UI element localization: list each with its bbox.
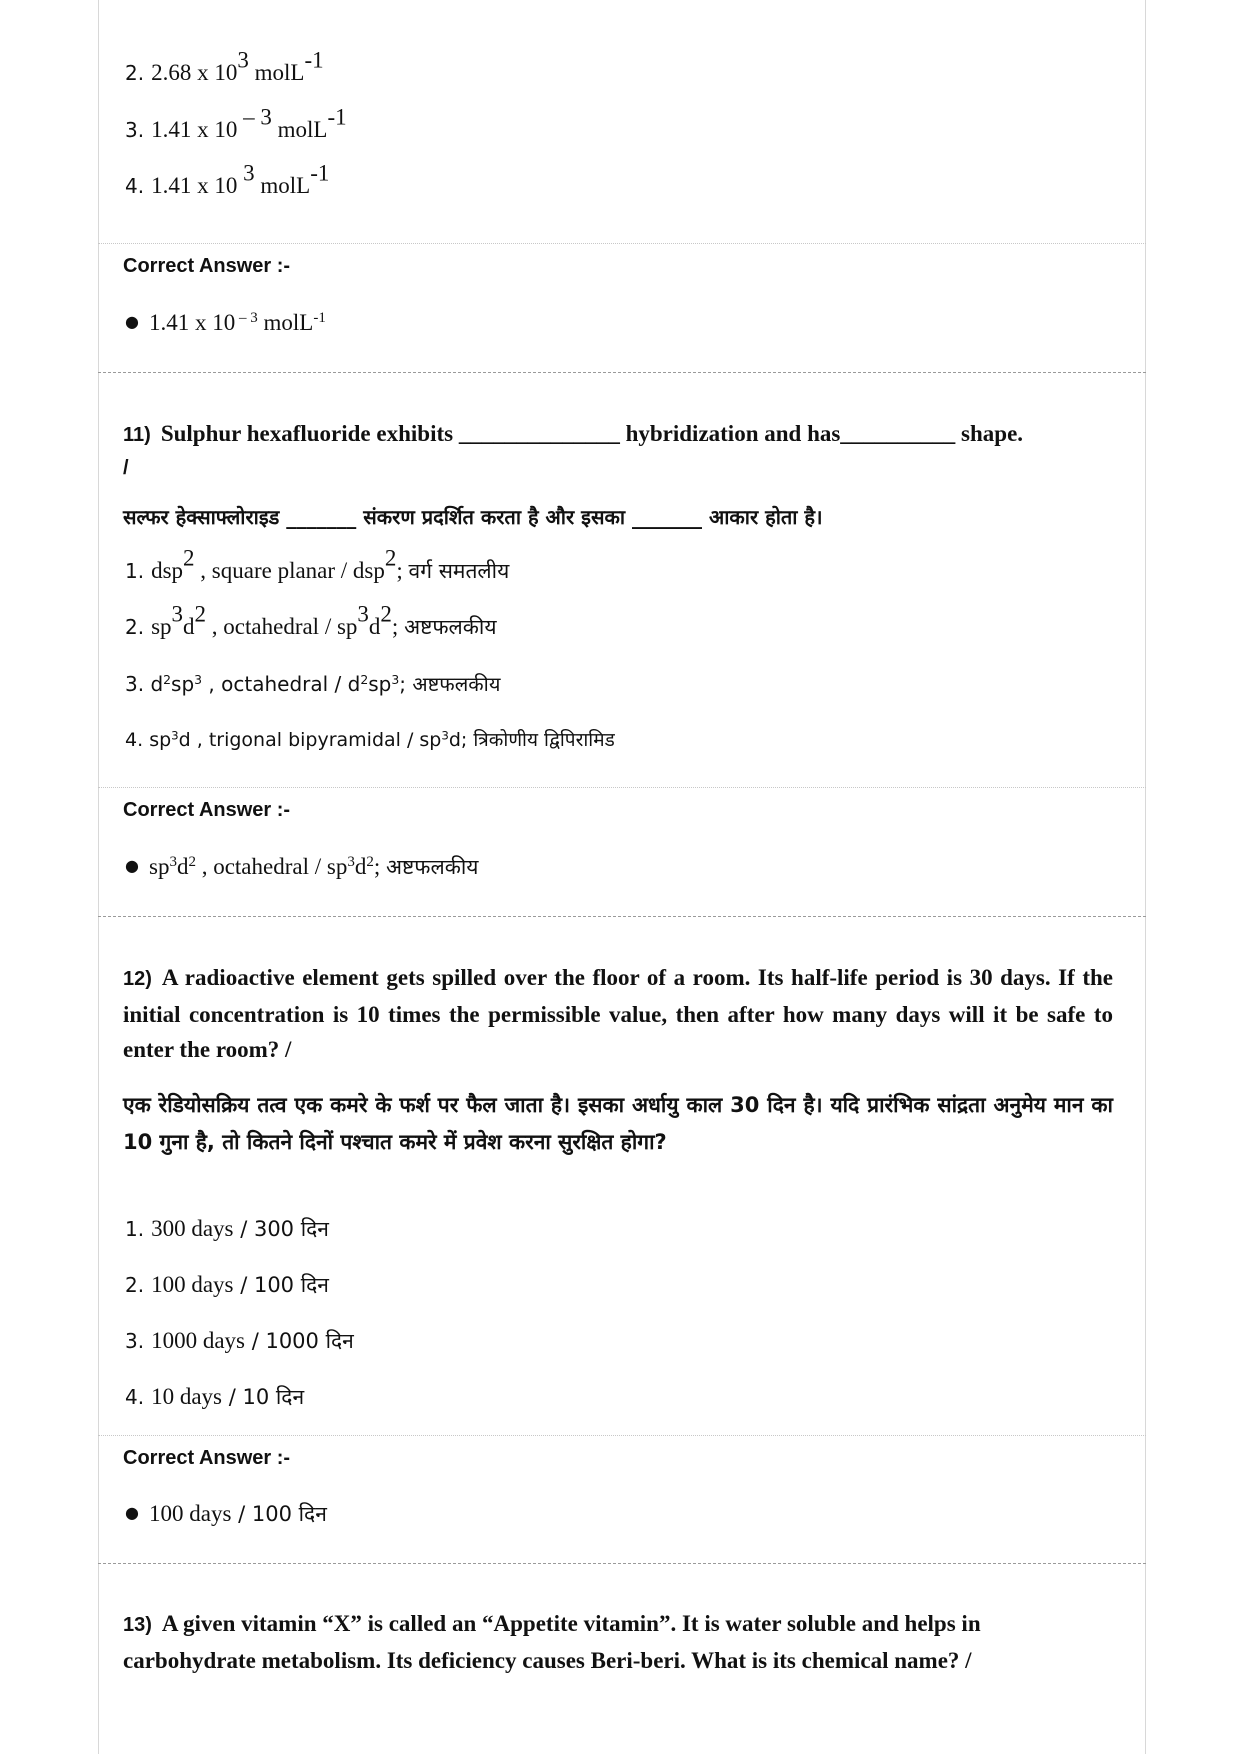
q12-option-4[interactable]: 4. 10 days / 10 दिन [125, 1384, 305, 1409]
q11-option-4[interactable]: 4. $sp^3d$ , trigonal bipyramidal / $sp^3d$; त्रिकोणीय द्विपिरामिड [125, 728, 615, 751]
q10-divider [98, 243, 1146, 244]
q12-question-hi: एक रेडियोसक्रिय तत्व एक कमरे के फर्श पर फैल जाता है। इसका अर्धायु काल 30 दिन है। यदि प्रारंभिक सांद्रता अनुमेय मान का 10 गुना है, तो कितने दिनों पश्चात कमरे में प्रवेश करना सुरक्षित होगा? [123, 1093, 1113, 1154]
q10-option-2[interactable]: 2. 2.68 x $10^3$ molL$^{-1}$ [125, 47, 324, 85]
q12-option-2[interactable]: 2. 100 days / 100 दिन [125, 1272, 329, 1297]
q11-option-2[interactable]: 2. $sp^3d^2$ , octahedral / $sp^3d^2$; अष्टफलकीय [125, 601, 497, 639]
q10-option-4[interactable]: 4. 1.41 x 10 $^3$ molL$^{-1}$ [125, 160, 330, 198]
q13-number: 13) [123, 1614, 152, 1636]
q10-option-3[interactable]: 3. 1.41 x 10 $^{- 3}$ molL$^{-1}$ [125, 104, 347, 142]
q11-option-1[interactable]: 1. dsp$^2$ , square planar / dsp$^2$; वर्ग समतलीय [125, 545, 510, 583]
q11-question-en: 11) Sulphur hexafluoride exhibits ______________ hybridization and has__________ shape. [123, 421, 1024, 446]
bullet-icon: ● [125, 1503, 139, 1522]
q12-option-3[interactable]: 3. 1000 days / 1000 दिन [125, 1328, 354, 1353]
bullet-icon: ● [125, 856, 139, 875]
q11-divider [98, 787, 1146, 788]
q11-slash: / [123, 457, 129, 479]
question-separator [98, 372, 1146, 373]
q12-correct-answer-label: Correct Answer :- [123, 1447, 291, 1469]
q11-correct-answer: ● $sp^3d^2$ , octahedral / $sp^3d^2$; अष्टफलकीय [125, 853, 479, 879]
q12-divider [98, 1435, 1146, 1436]
q11-number: 11) [123, 424, 151, 446]
q11-option-3[interactable]: 3. $d^2sp^3$ , octahedral / $d^2sp^3$; अष्टफलकीय [125, 672, 501, 696]
bullet-icon: ● [125, 312, 139, 331]
question-separator [98, 916, 1146, 917]
q12-option-1[interactable]: 1. 300 days / 300 दिन [125, 1216, 329, 1241]
q12-number: 12) [123, 968, 152, 990]
q12-question-en: 12) A radioactive element gets spilled over the floor of a room. Its half-life period is 30 days. If the initial concentration is 10 times the permissible value, then after how many days will it be safe to enter the room? / [123, 965, 1113, 1062]
q11-correct-answer-label: Correct Answer :- [123, 799, 291, 821]
q13-question-en: 13) A given vitamin “X” is called an “Appetite vitamin”. It is water soluble and helps in carbohydrate metabolism. Its deficiency causes Beri-beri. What is its chemical name? / [123, 1611, 981, 1673]
q10-correct-answer: ● 1.41 x 10 $^{- 3}$ molL$^{-1}$ [125, 309, 326, 335]
q12-correct-answer: ● 100 days / 100 दिन [125, 1501, 327, 1526]
question-separator [98, 1563, 1146, 1564]
q11-question-hi: सल्फर हेक्साफ्लोराइड _______ संकरण प्रदर्शित करता है और इसका _______ आकार होता है। [123, 505, 823, 529]
q10-correct-answer-label: Correct Answer :- [123, 255, 291, 277]
